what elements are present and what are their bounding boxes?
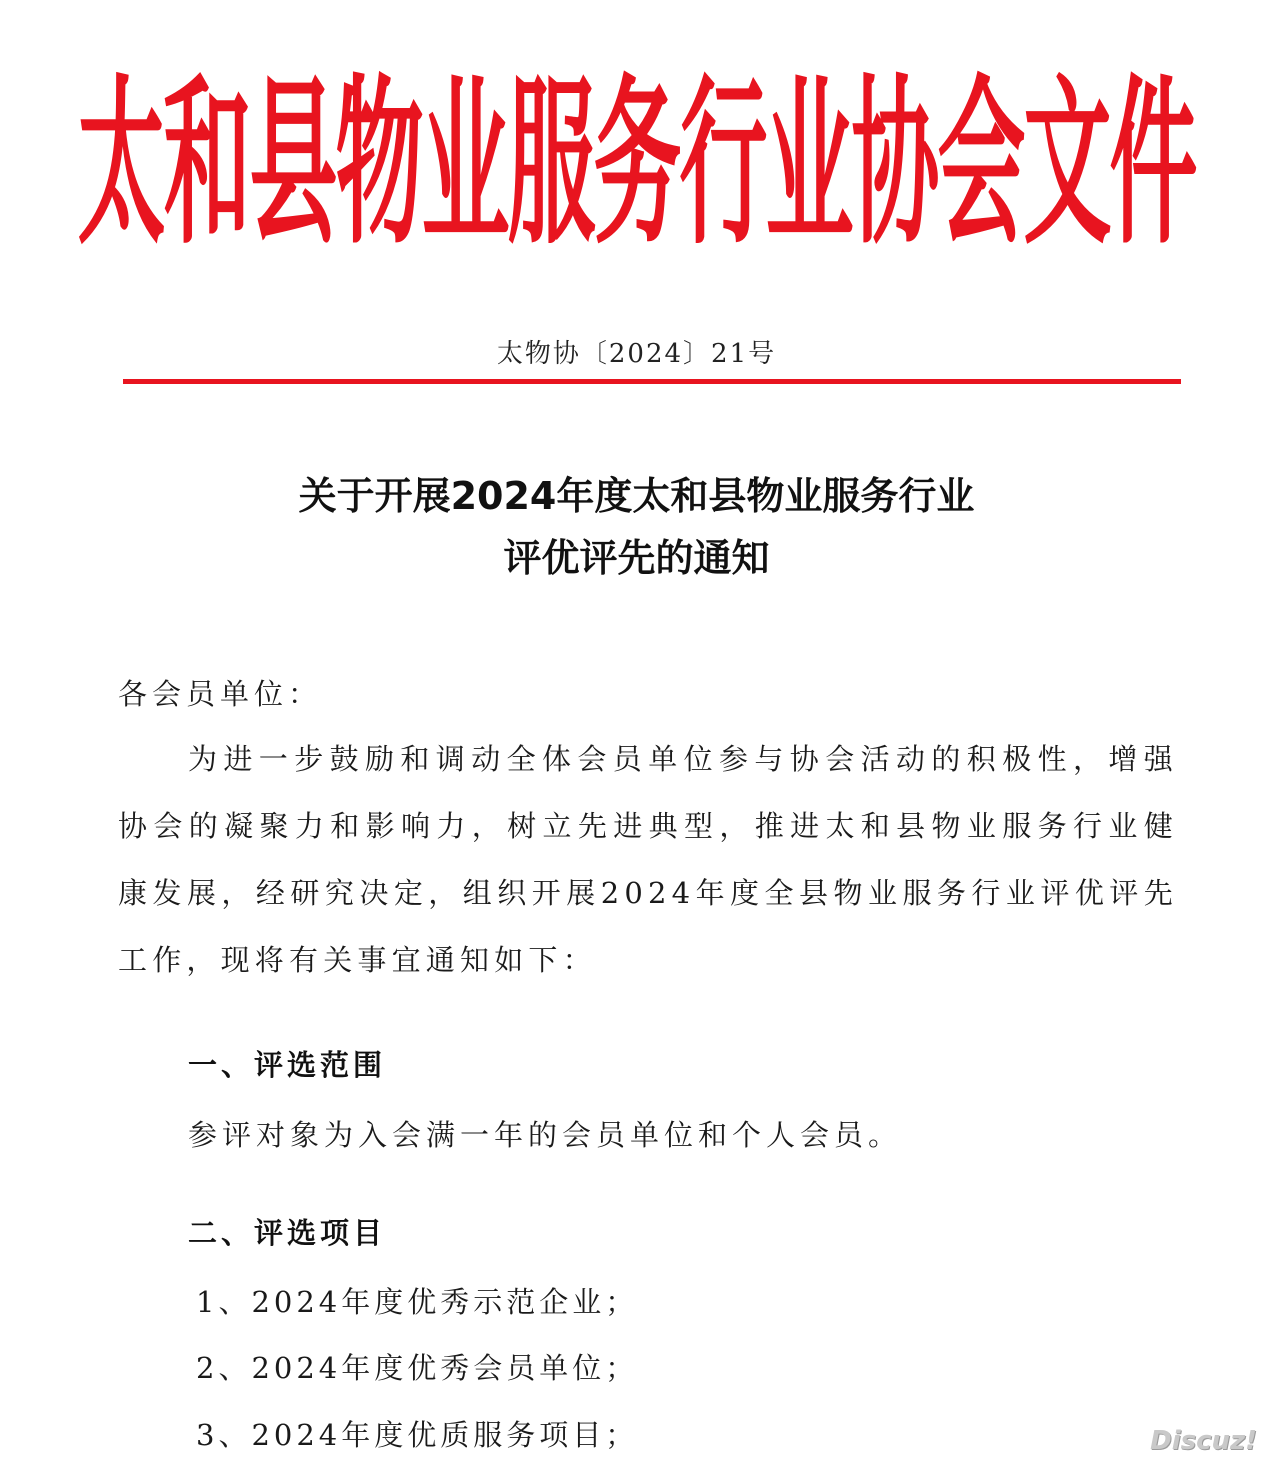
- section-text-scope: 参评对象为入会满一年的会员单位和个人会员。: [188, 1118, 903, 1152]
- list-item: 2、2024年度优秀会员单位；: [196, 1351, 639, 1385]
- section-heading-items: 二、评选项目: [188, 1216, 387, 1250]
- intro-paragraph: 为进一步鼓励和调动全体会员单位参与协会活动的积极性，增强协会的凝聚力和影响力，树立先进典型，推进太和县物业服务行业健康发展，经研究决定，组织开展2024年度全县物业服务行业评优评先工作，现将有关事宜通知如下：: [118, 742, 1178, 977]
- salutation: 各会员单位：: [118, 677, 323, 711]
- masthead-title: 太和县物业服务行业协会文件: [77, 57, 1196, 269]
- list-item: 1、2024年度优秀示范企业；: [196, 1285, 639, 1319]
- list-item: 3、2024年度优质服务项目；: [196, 1418, 639, 1452]
- masthead: [0, 30, 1273, 270]
- document-number: 太物协〔2024〕21号: [496, 339, 777, 369]
- red-divider-line: [123, 379, 1181, 384]
- notice-title-line-1: 关于开展2024年度太和县物业服务行业: [298, 474, 975, 518]
- section-heading-scope: 一、评选范围: [188, 1048, 387, 1082]
- watermark-logo: Discuz!: [1150, 1426, 1257, 1456]
- notice-title-line-2: 评优评先的通知: [503, 536, 770, 580]
- notice-title: [0, 465, 1273, 589]
